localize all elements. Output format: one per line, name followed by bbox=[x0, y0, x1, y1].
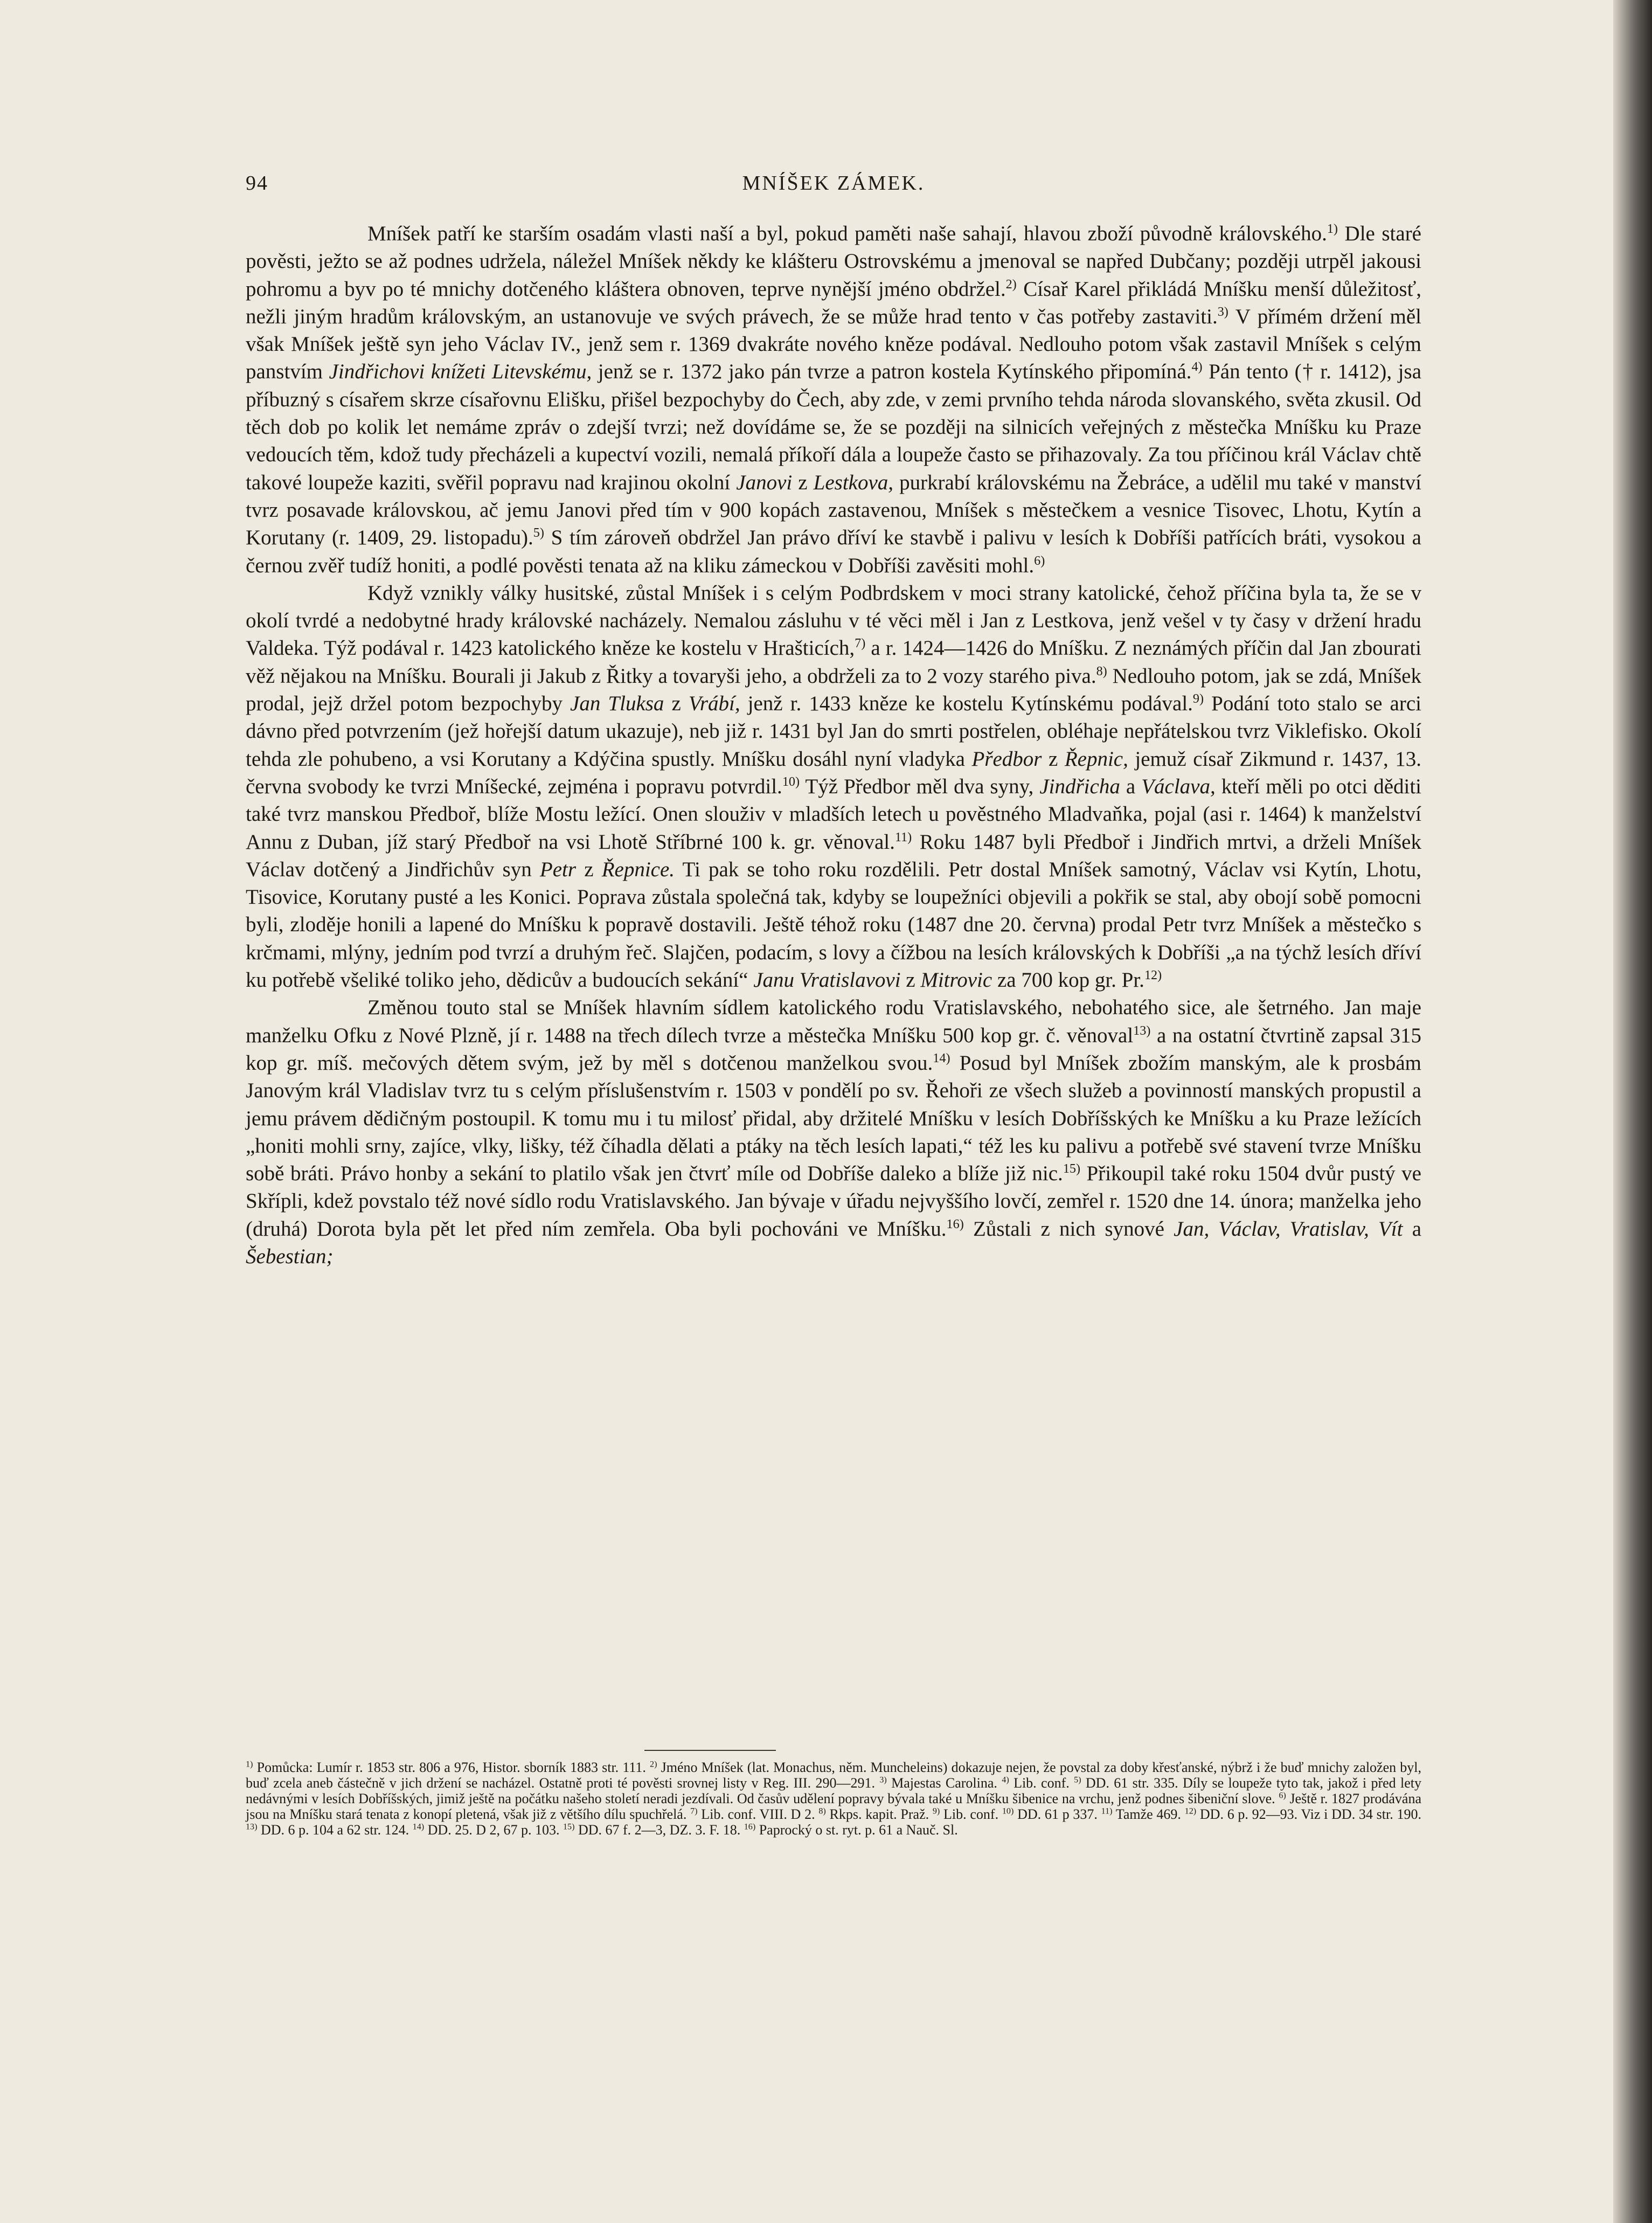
running-title: MNÍŠEK ZÁMEK. bbox=[742, 172, 925, 195]
footnote-marker: 13) bbox=[246, 1822, 258, 1832]
footnote-ref: 12) bbox=[1144, 968, 1162, 983]
footnote-marker: 4) bbox=[1002, 1775, 1009, 1785]
main-text bbox=[246, 220, 1421, 1270]
page-header bbox=[246, 171, 1421, 204]
person-name: Jan Tluksa bbox=[570, 692, 664, 716]
person-name: Václava, bbox=[1141, 774, 1216, 798]
footnote-marker: 1) bbox=[246, 1760, 253, 1769]
person-name: Janovi bbox=[736, 470, 793, 494]
footnote-ref: 4) bbox=[1191, 359, 1203, 375]
footnote-marker: 11) bbox=[1101, 1806, 1113, 1816]
binding-edge bbox=[1613, 0, 1652, 2223]
person-name: Předbor bbox=[971, 747, 1042, 771]
footnote-ref: 14) bbox=[933, 1050, 950, 1065]
person-name: Šebestian; bbox=[246, 1244, 334, 1268]
place-name: Řepnic, bbox=[1064, 747, 1128, 771]
place-name: Mitrovic bbox=[920, 968, 992, 992]
footnote-ref: 10) bbox=[782, 774, 800, 789]
footnote-ref: 9) bbox=[1192, 691, 1204, 707]
person-name: Petr bbox=[539, 857, 577, 881]
footnote-ref: 3) bbox=[1217, 304, 1228, 319]
footnote-marker: 3) bbox=[879, 1775, 887, 1785]
footnote-marker: 8) bbox=[818, 1806, 826, 1816]
footnote-ref: 1) bbox=[1327, 221, 1338, 236]
footnote-marker: 6) bbox=[1279, 1791, 1286, 1800]
footnote-marker: 7) bbox=[690, 1806, 698, 1816]
person-name: Jan, Václav, Vratislav, Vít bbox=[1174, 1217, 1403, 1241]
footnote-marker: 10) bbox=[1002, 1806, 1014, 1816]
paragraph: Mníšek patří ke starším osadám vlasti naší a byl, pokud paměti naše sahají, hlavou zboží původně královského.$^{1)}$ Dle staré pověsti, ježto se až podnes udržela, náležel Mníšek někdy ke klášteru Ostrovskému a jmenoval se napřed Dubčany; později utrpěl jakousi pohromu a byv po té mnichy dotčeného kláštera obnoven, teprve nynější jméno obdržel.$^{2)}$ Císař Karel přikládá Mníšku menší důležitosť, nežli jiným hradům královským, an ustanovuje ve svých právech, že se může hrad tento v čas potřeby zastaviti.$^{3)}$ V přímém držení měl však Mníšek ještě syn jeho Václav IV., jenž sem r. 1369 dvakráte nového kněze podával. Nedlouho potom však zastavil Mníšek s celým panstvím Jindřichovi knížeti Litevskému, jenž se r. 1372 jako pán tvrze a patron kostela Kytínského připomíná.$^{4)}$ Pán tento († r. 1412), jsa příbuzný s císařem skrze císařovnu Elišku, přišel bezpochyby do Čech, aby zde, v zemi prvního tehda národa slovanského, světa zkusil. Od těch dob po kolik let nemáme zpráv o zdejší tvrzi; než dovídáme se, že se později na silnicích veřejných z městečka Mníšku ku Praze vedoucích těm, kdož tudy přecházeli a kupectví vozili, nemalá příkoří dála a loupeže často se přihazovaly. Za tou příčinou král Václav chtě takové loupeže kaziti, svěřil popravu nad krajinou okolní Janovi z Lestkova, purkrabí královskému na Žebráce, a udělil mu také v manství tvrz posavade královskou, ač jemu Janovi před tím v 900 kopách zastavenou, Mníšek s městečkem a vesnice Tisovec, Lhotu, Kytín a Korutany (r. 1409, 29. listopadu).$^{5)}$ S tím zároveň obdržel Jan právo dříví ke stavbě i palivu v lesích k Dobříši patřících bráti, vysokou a černou zvěř tudíž honiti, a podlé pověsti tenata až na kliku zámeckou v Dobříši zavěsiti mohl.$^{6)}$ bbox=[246, 221, 1422, 577]
footnote-ref: 11) bbox=[894, 829, 912, 844]
footnote-divider bbox=[644, 1750, 776, 1751]
footnote-ref: 13) bbox=[1133, 1023, 1151, 1038]
footnote-marker: 5) bbox=[1074, 1775, 1081, 1785]
footnote-marker: 14) bbox=[412, 1822, 425, 1832]
footnote-ref: 8) bbox=[1096, 663, 1107, 678]
paragraph: Změnou touto stal se Mníšek hlavním sídlem katolického rodu Vratislavského, nebohatého sice, ale šetrného. Jan maje manželku Ofku z Nové Plzně, jí r. 1488 na třech dílech tvrze a městečka Mníšku 500 kop gr. č. věnoval$^{13)}$ a na ostatní čtvrtině zapsal 315 kop gr. míš. mečových dětem svým, jež by měl s dotčenou manželkou svou.$^{14)}$ Posud byl Mníšek zbožím manským, ale k prosbám Janovým král Vladislav tvrz tu s celým příslušenstvím r. 1503 v pondělí po sv. Řehoři ze všech služeb a povinností manských propustil a jemu právem dědičným postoupil. K tomu mu i tu milosť přidal, aby držitelé Mníšku v lesích Dobříšských ke Mníšku a ku Praze ležících „honiti mohli srny, zajíce, vlky, lišky, též číhadla dělati a ptáky na těch lesích lapati,“ též les ku palivu a potřebě své stavení tvrze Mníšku sobě bráti. Právo honby a sekání to platilo však jen čtvrť míle od Dobříše daleko a blíže již nic.$^{15)}$ Přikoupil také roku 1504 dvůr pustý ve Skřípli, kdež povstalo též nové sídlo rodu Vratislavského. Jan bývaje v úřadu nejvyššího lovčí, zemřel r. 1520 dne 14. února; manželka jeho (druhá) Dorota byla pět let před ním zemřela. Oba byli pochováni ve Mníšku.$^{16)}$ Zůstali z nich synové Jan, Václav, Vratislav, Vít a Šebestian; bbox=[246, 996, 1422, 1268]
footnote-marker: 16) bbox=[744, 1822, 756, 1832]
person-name: Jindřicha bbox=[1039, 774, 1120, 798]
place-name: Lestkova, bbox=[813, 470, 894, 494]
footnote-ref: 16) bbox=[946, 1216, 964, 1231]
footnote-ref: 6) bbox=[1034, 553, 1045, 568]
footnotes: $^{1)}$ Pomůcka: Lumír r. 1853 str. 806 a 976, Histor. sborník 1883 str. 111. $^{2)}$ Jméno Mníšek (lat. Monachus, něm. Muncheleins) dokazuje nejen, že povstal za doby křesťanské, nýbrž i že buď mnichy založen byl, buď zcela aneb částečně v jich držení se nacházel. Ostatně proti té pověsti srovnej listy v Reg. III. 290—291. $^{3)}$ Majestas Carolina. $^{4)}$ Lib. conf. $^{5)}$ DD. 61 str. 335. Díly se loupeže tyto tak, jakož i před lety nedávnými v lesích Dobříšských, jimiž ještě na počátku našeho století neradi jezdívali. Od časův udělení popravy bývala také u Mníšku šibenice na vrchu, jenž podnes šibeniční slove. $^{6)}$ Ještě r. 1827 prodávána jsou na Mníšku stará tenata z konopí pletená, však již z většího dílu spuchřelá. $^{7)}$ Lib. conf. VIII. D 2. $^{8)}$ Rkps. kapit. Praž. $^{9)}$ Lib. conf. $^{10)}$ DD. 61 p 337. $^{11)}$ Tamže 469. $^{12)}$ DD. 6 p. 92—93. Viz i DD. 34 str. 190. $^{13)}$ DD. 6 p. 104 a 62 str. 124. $^{14)}$ DD. 25. D 2, 67 p. 103. $^{15)}$ DD. 67 f. 2—3, DZ. 3. F. 18. $^{16)}$ Paprocký o st. ryt. p. 61 a Nauč. Sl. bbox=[246, 1760, 1421, 1838]
footnote-ref: 15) bbox=[1063, 1161, 1081, 1176]
person-name: Jindřichovi knížeti Litevskému, bbox=[329, 360, 592, 384]
footnote-marker: 15) bbox=[563, 1822, 575, 1832]
footnote-marker: 9) bbox=[932, 1806, 940, 1816]
footnote-ref: 2) bbox=[1005, 276, 1017, 292]
paragraph: Když vznikly války husitské, zůstal Mníšek i s celým Podbrdskem v moci strany katolické, čehož příčina byla ta, že se v okolí tvrdé a nedobytné hrady královské nacházely. Nemalou zásluhu v té věci měl i Jan z Lestkova, jenž vešel v ty časy v držení hradu Valdeka. Týž podával r. 1423 katolického kněze ke kostelu v Hrašticích,$^{7)}$ a r. 1424—1426 do Mníšku. Z neznámých příčin dal Jan zbourati věž nějakou na Mníšku. Bourali ji Jakub z Řitky a tovaryši jeho, a obdrželi za to 2 vozy starého piva.$^{8)}$ Nedlouho potom, jak se zdá, Mníšek prodal, jejž držel potom bezpochyby Jan Tluksa z Vrábí, jenž r. 1433 kněze ke kostelu Kytínskému podával.$^{9)}$ Podání toto stalo se arci dávno před potvrzením (jež hořejší datum ukazuje), neb již r. 1431 byl Jan do smrti postřelen, obléhaje nepřátelskou tvrz Viklefisko. Okolí tehda zle pohubeno, a vsi Korutany a Kdýčina spustly. Mníšku dosáhl nyní vladyka Předbor z Řepnic, jemuž císař Zikmund r. 1437, 13. června svobody ke tvrzi Mníšecké, zejména i popravu potvrdil.$^{10)}$ Týž Předbor měl dva syny, Jindřicha a Václava, kteří měli po otci děditi také tvrz manskou Předboř, blíže Mostu ležící. Onen slouživ v mladších letech u pověstného Mladvaňka, pojal (asi r. 1464) k manželství Annu z Duban, jíž starý Předboř na vsi Lhotě Stříbrné 100 k. gr. věnoval.$^{11)}$ Roku 1487 byli Předboř i Jindřich mrtvi, a drželi Mníšek Václav dotčený a Jindřichův syn Petr z Řepnice. Ti pak se toho roku rozdělili. Petr dostal Mníšek samotný, Václav vsi Kytín, Lhotu, Tisovice, Korutany pusté a les Konici. Poprava zůstala společná tak, kdyby se loupežníci objevili a pokřik se stal, aby obojí sobě pomocni byli, zloděje honili a lapené do Mníšku k popravě dostavili. Ještě téhož roku (1487 dne 20. června) prodal Petr tvrz Mníšek a městečko s krčmami, mlýny, jedním pod tvrzí a druhým řeč. Slajčen, podacím, s lovy a čížbou na lesích královských k Dobříši „a na týchž lesích dříví ku potřebě všeliké toliko jeho, dědicův a budoucích sekání“ Janu Vratislavovi z Mitrovic za 700 kop gr. Pr.$^{12)}$ bbox=[246, 581, 1422, 992]
place-name: Vrábí, bbox=[688, 692, 740, 716]
footnote-ref: 7) bbox=[855, 636, 866, 651]
page-number: 94 bbox=[246, 172, 268, 195]
footnote-ref: 5) bbox=[533, 525, 544, 541]
person-name: Janu Vratislavovi bbox=[753, 968, 901, 992]
footnote-marker: 2) bbox=[650, 1760, 657, 1769]
footnote-marker: 12) bbox=[1184, 1806, 1197, 1816]
place-name: Řepnice. bbox=[601, 857, 675, 881]
